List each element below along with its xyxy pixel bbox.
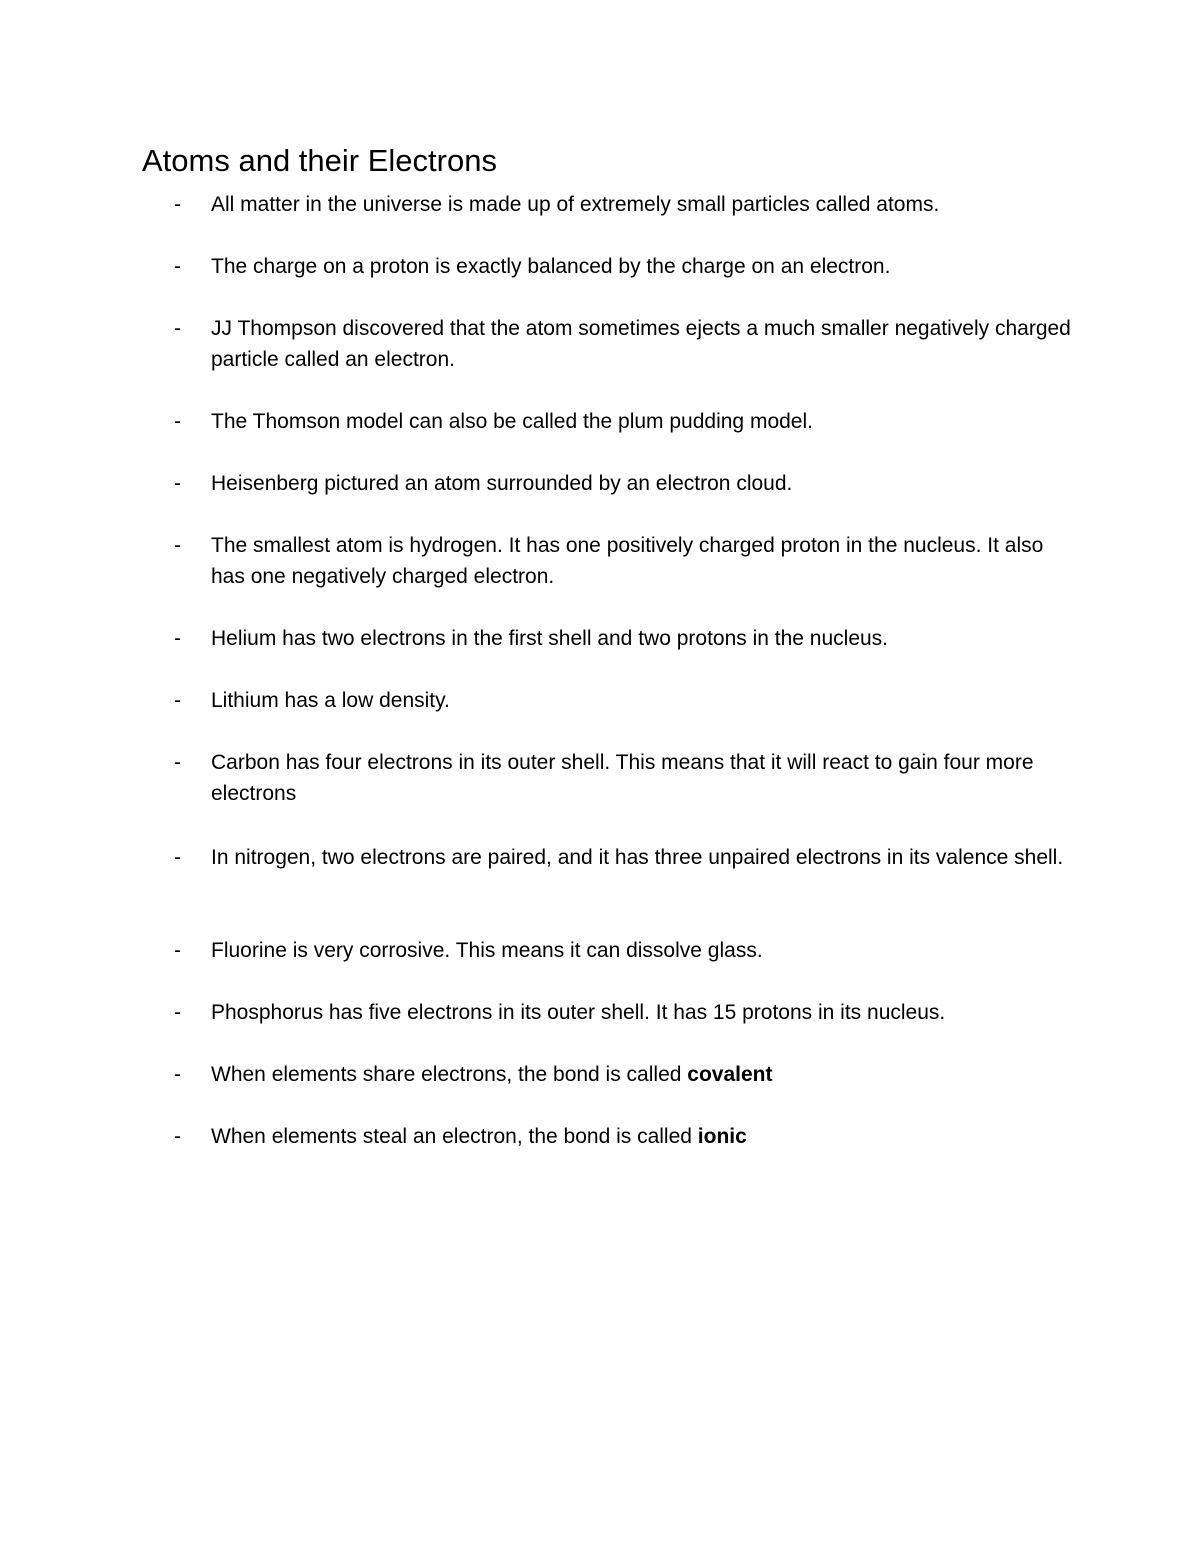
bullet-marker: - (174, 193, 181, 216)
bullet-marker: - (174, 627, 181, 650)
page-title: Atoms and their Electrons (142, 143, 497, 178)
list-item-text: Carbon has four electrons in its outer shell. This means that it will react to gain four more electrons (211, 751, 1034, 805)
list-item-text: Lithium has a low density. (211, 689, 450, 712)
bold-term: covalent (687, 1063, 773, 1086)
list-item-text: JJ Thompson discovered that the atom sometimes ejects a much smaller negatively charged particle called an electron. (211, 317, 1071, 371)
bullet-marker: - (174, 410, 181, 433)
bullet-marker: - (174, 689, 181, 712)
bullet-marker: - (174, 1063, 181, 1086)
list-item-text: Phosphorus has five electrons in its outer shell. It has 15 protons in its nucleus. (211, 1001, 946, 1024)
bullet-marker: - (174, 1001, 181, 1024)
bullet-marker: - (174, 317, 181, 340)
bullet-marker: - (174, 939, 181, 962)
list-item-text: In nitrogen, two electrons are paired, and it has three unpaired electrons in its valence shell. (211, 846, 1064, 869)
bullet-marker: - (174, 846, 181, 869)
list-item-text: The smallest atom is hydrogen. It has one positively charged proton in the nucleus. It also has one negatively charged electron. (211, 534, 1044, 588)
list-item-text: Fluorine is very corrosive. This means it can dissolve glass. (211, 939, 763, 962)
bullet-marker: - (174, 1125, 181, 1148)
bullet-marker: - (174, 534, 181, 557)
bullet-marker: - (174, 751, 181, 774)
list-item-text: The Thomson model can also be called the plum pudding model. (211, 410, 813, 433)
list-item-text: Heisenberg pictured an atom surrounded by an electron cloud. (211, 472, 793, 495)
bullet-marker: - (174, 472, 181, 495)
list-item-text: When elements steal an electron, the bond is called ionic (211, 1125, 747, 1148)
list-item-text: The charge on a proton is exactly balanced by the charge on an electron. (211, 255, 891, 278)
bullet-marker: - (174, 255, 181, 278)
list-item-text: Helium has two electrons in the first shell and two protons in the nucleus. (211, 627, 889, 650)
bold-term: ionic (697, 1125, 747, 1148)
list-item-text: When elements share electrons, the bond is called covalent (211, 1063, 773, 1086)
list-item-text: All matter in the universe is made up of extremely small particles called atoms. (211, 193, 940, 216)
